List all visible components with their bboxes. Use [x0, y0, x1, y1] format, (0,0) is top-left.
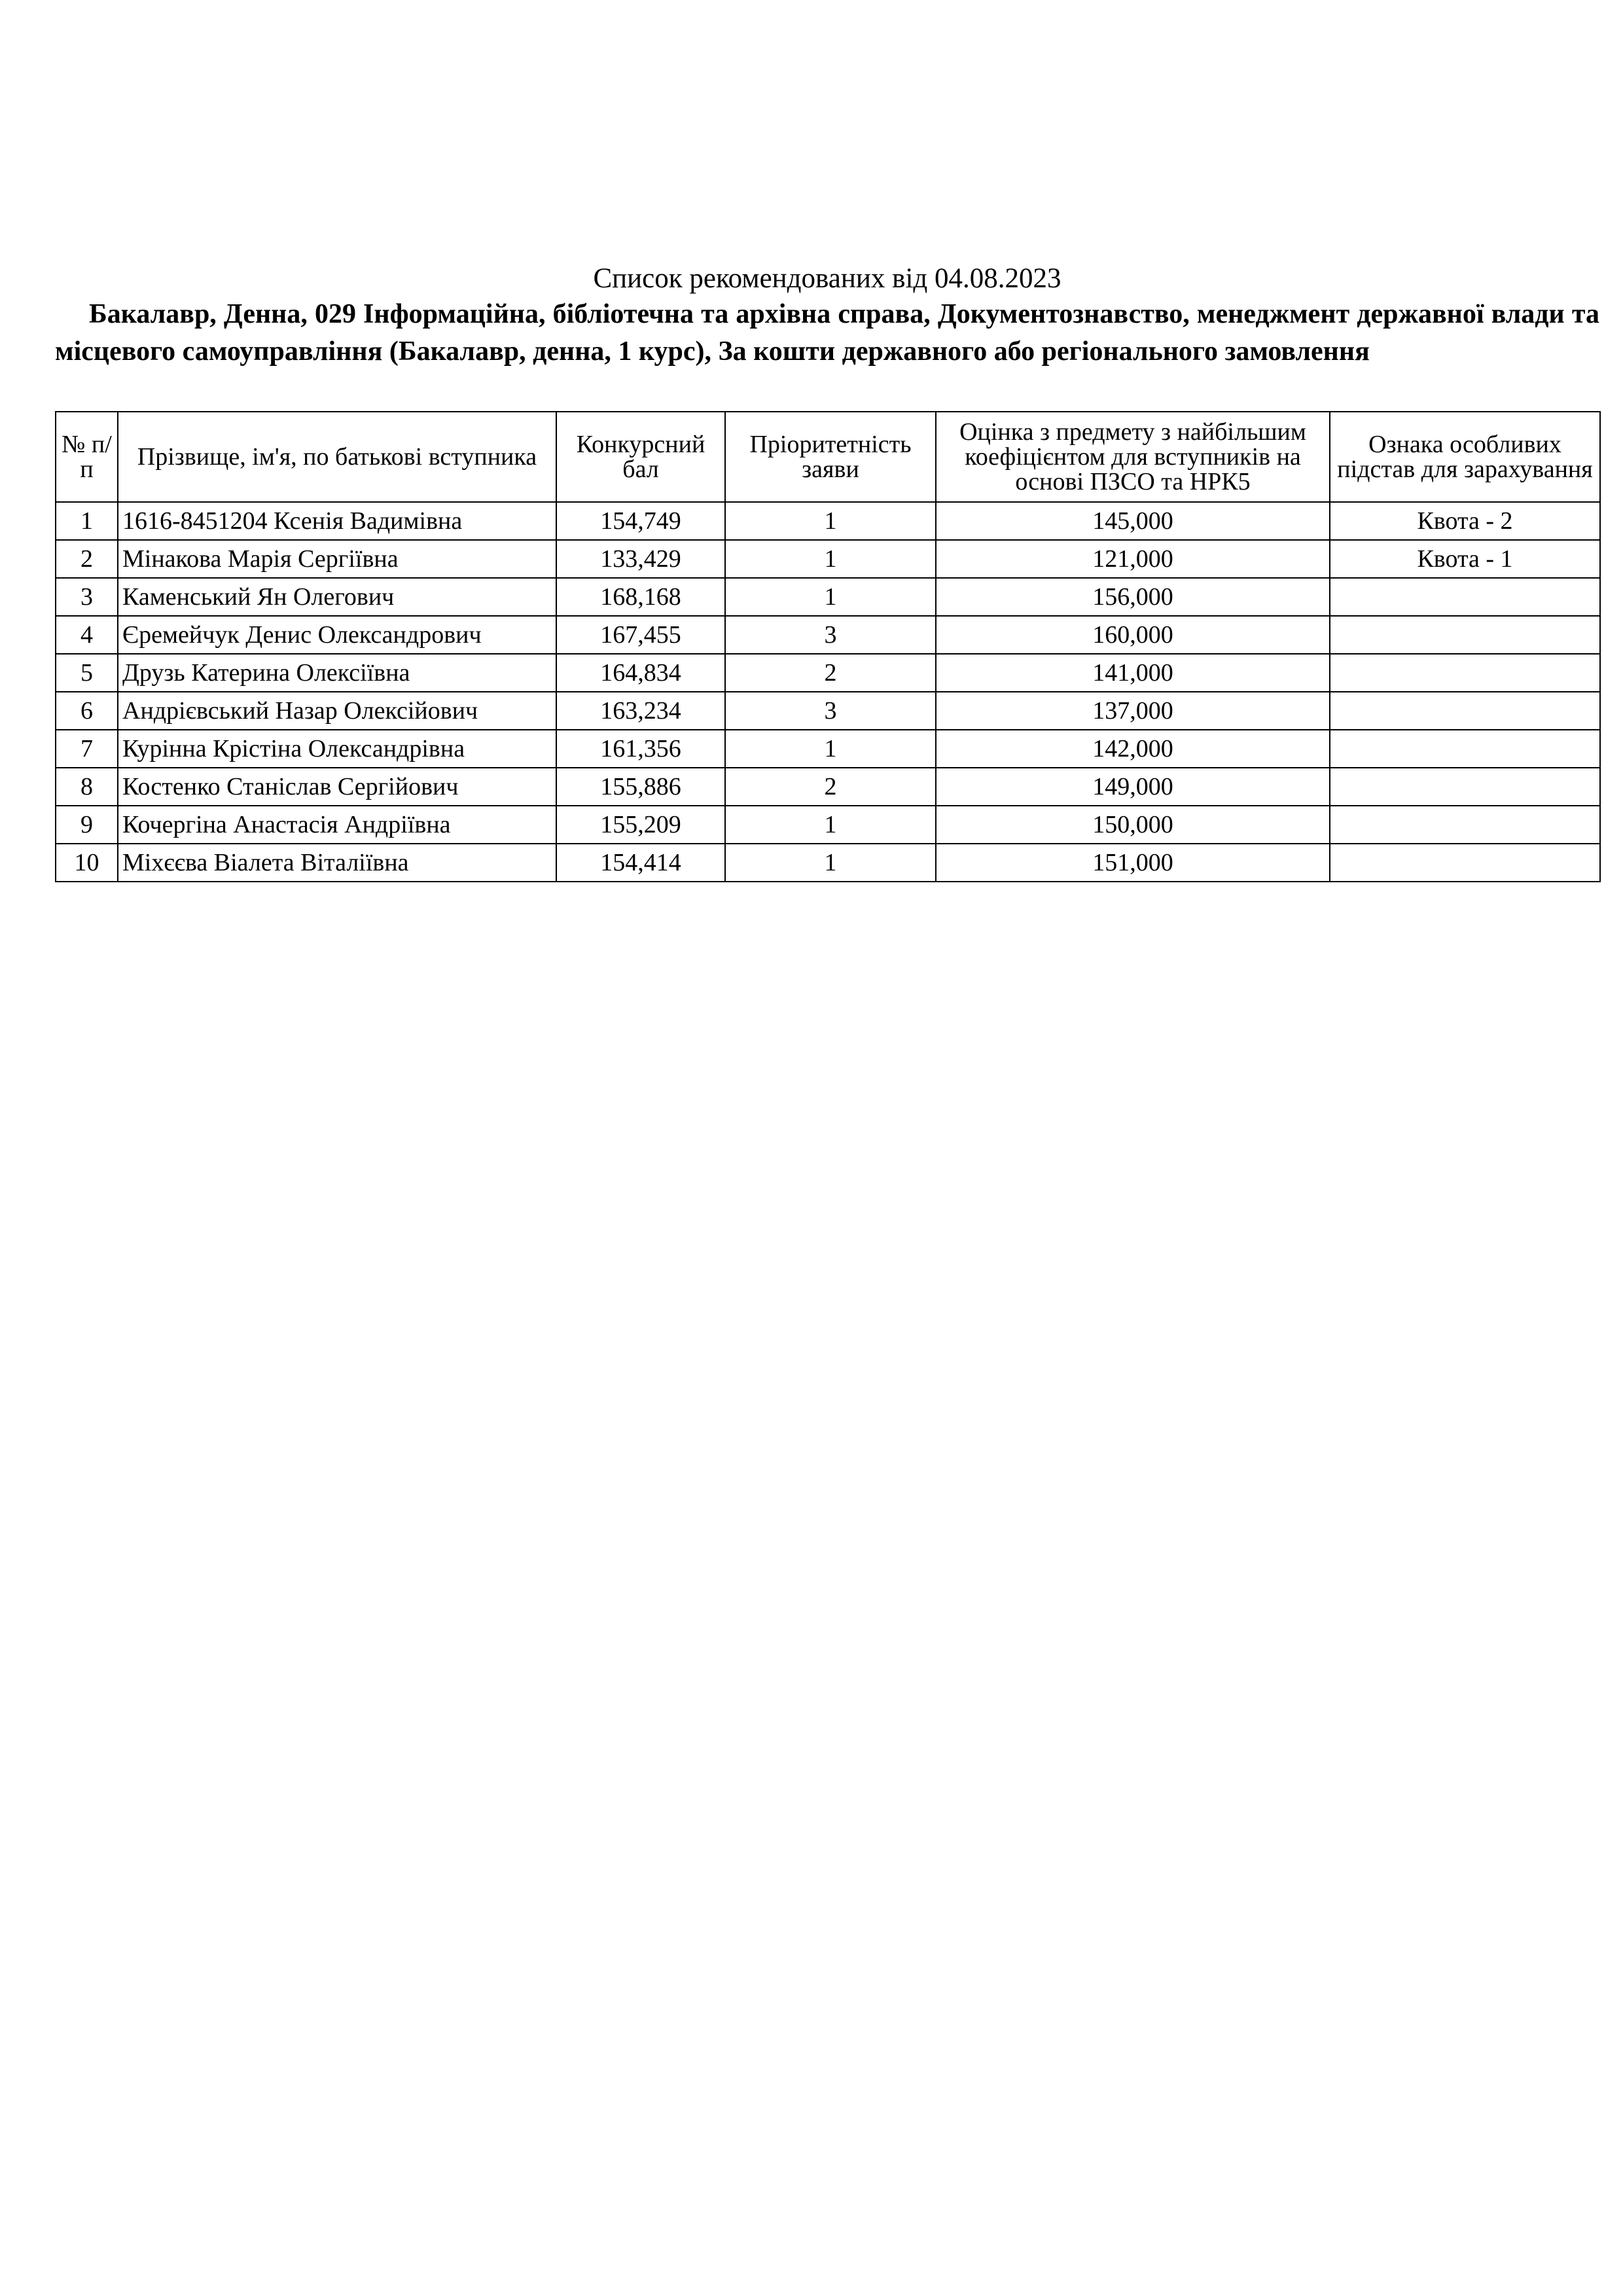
- cell-num: 6: [56, 692, 118, 730]
- table-row: [56, 616, 1600, 654]
- cell-priority: 1: [725, 502, 936, 540]
- cell-score: 161,356: [556, 730, 725, 768]
- cell-special: [1330, 768, 1600, 806]
- cell-priority: 1: [725, 578, 936, 616]
- header-num: № п/п: [56, 412, 118, 502]
- cell-name: Друзь Катерина Олексіївна: [118, 654, 556, 692]
- cell-special: [1330, 692, 1600, 730]
- cell-priority: 1: [725, 730, 936, 768]
- cell-num: 5: [56, 654, 118, 692]
- cell-special: [1330, 654, 1600, 692]
- admissions-table: [55, 411, 1601, 882]
- cell-score: 168,168: [556, 578, 725, 616]
- table-row: [56, 844, 1600, 882]
- header-subject-score: Оцінка з предмету з найбільшим коефіцієнтом для вступників на основі ПЗСО та НРК5: [936, 412, 1330, 502]
- table-row: [56, 540, 1600, 578]
- document-subtitle: Бакалавр, Денна, 029 Інформаційна, бібліотечна та архівна справа, Документознавство, менеджмент державної влади та місцевого самоуправління (Бакалавр, денна, 1 курс), За кошти державного або регіонального замовлення: [55, 299, 1599, 367]
- table-row: [56, 502, 1600, 540]
- cell-special: [1330, 730, 1600, 768]
- cell-num: 3: [56, 578, 118, 616]
- table-row: [56, 654, 1600, 692]
- header-score: Конкурсний бал: [556, 412, 725, 502]
- table-row: [56, 692, 1600, 730]
- cell-priority: 3: [725, 616, 936, 654]
- cell-num: 1: [56, 502, 118, 540]
- cell-special: [1330, 616, 1600, 654]
- cell-special: Квота - 2: [1330, 502, 1600, 540]
- cell-priority: 1: [725, 540, 936, 578]
- table-row: [56, 578, 1600, 616]
- cell-priority: 2: [725, 768, 936, 806]
- cell-score: 164,834: [556, 654, 725, 692]
- cell-priority: 1: [725, 806, 936, 844]
- cell-subject-score: 151,000: [936, 844, 1330, 882]
- cell-subject-score: 145,000: [936, 502, 1330, 540]
- cell-special: Квота - 1: [1330, 540, 1600, 578]
- cell-num: 9: [56, 806, 118, 844]
- cell-subject-score: 121,000: [936, 540, 1330, 578]
- cell-special: [1330, 578, 1600, 616]
- cell-num: 8: [56, 768, 118, 806]
- cell-score: 133,429: [556, 540, 725, 578]
- table-row: [56, 730, 1600, 768]
- cell-num: 4: [56, 616, 118, 654]
- header-special: Ознака особливих підстав для зарахування: [1330, 412, 1600, 502]
- cell-subject-score: 160,000: [936, 616, 1330, 654]
- cell-subject-score: 137,000: [936, 692, 1330, 730]
- cell-name: Мінакова Марія Сергіївна: [118, 540, 556, 578]
- cell-priority: 1: [725, 844, 936, 882]
- cell-name: Єремейчук Денис Олександрович: [118, 616, 556, 654]
- cell-subject-score: 149,000: [936, 768, 1330, 806]
- cell-name: 1616-8451204 Ксенія Вадимівна: [118, 502, 556, 540]
- cell-name: Андрієвський Назар Олексійович: [118, 692, 556, 730]
- cell-subject-score: 156,000: [936, 578, 1330, 616]
- document-title: Список рекомендованих від 04.08.2023: [593, 263, 1061, 294]
- table-header-row: [56, 412, 1600, 502]
- cell-score: 163,234: [556, 692, 725, 730]
- table-row: [56, 768, 1600, 806]
- header-name: Прізвище, ім'я, по батькові вступника: [118, 412, 556, 502]
- cell-name: Курінна Крістіна Олександрівна: [118, 730, 556, 768]
- cell-special: [1330, 806, 1600, 844]
- cell-score: 167,455: [556, 616, 725, 654]
- cell-priority: 2: [725, 654, 936, 692]
- cell-score: 154,749: [556, 502, 725, 540]
- cell-priority: 3: [725, 692, 936, 730]
- cell-special: [1330, 844, 1600, 882]
- header-priority: Пріоритетність заяви: [725, 412, 936, 502]
- cell-name: Костенко Станіслав Сергійович: [118, 768, 556, 806]
- cell-name: Кочергіна Анастасія Андріївна: [118, 806, 556, 844]
- table-body: [56, 502, 1600, 882]
- cell-score: 155,209: [556, 806, 725, 844]
- cell-subject-score: 150,000: [936, 806, 1330, 844]
- cell-num: 10: [56, 844, 118, 882]
- cell-score: 155,886: [556, 768, 725, 806]
- table-row: [56, 806, 1600, 844]
- cell-name: Міхєєва Віалета Віталіївна: [118, 844, 556, 882]
- cell-num: 7: [56, 730, 118, 768]
- cell-name: Каменський Ян Олегович: [118, 578, 556, 616]
- cell-score: 154,414: [556, 844, 725, 882]
- cell-num: 2: [56, 540, 118, 578]
- cell-subject-score: 142,000: [936, 730, 1330, 768]
- cell-subject-score: 141,000: [936, 654, 1330, 692]
